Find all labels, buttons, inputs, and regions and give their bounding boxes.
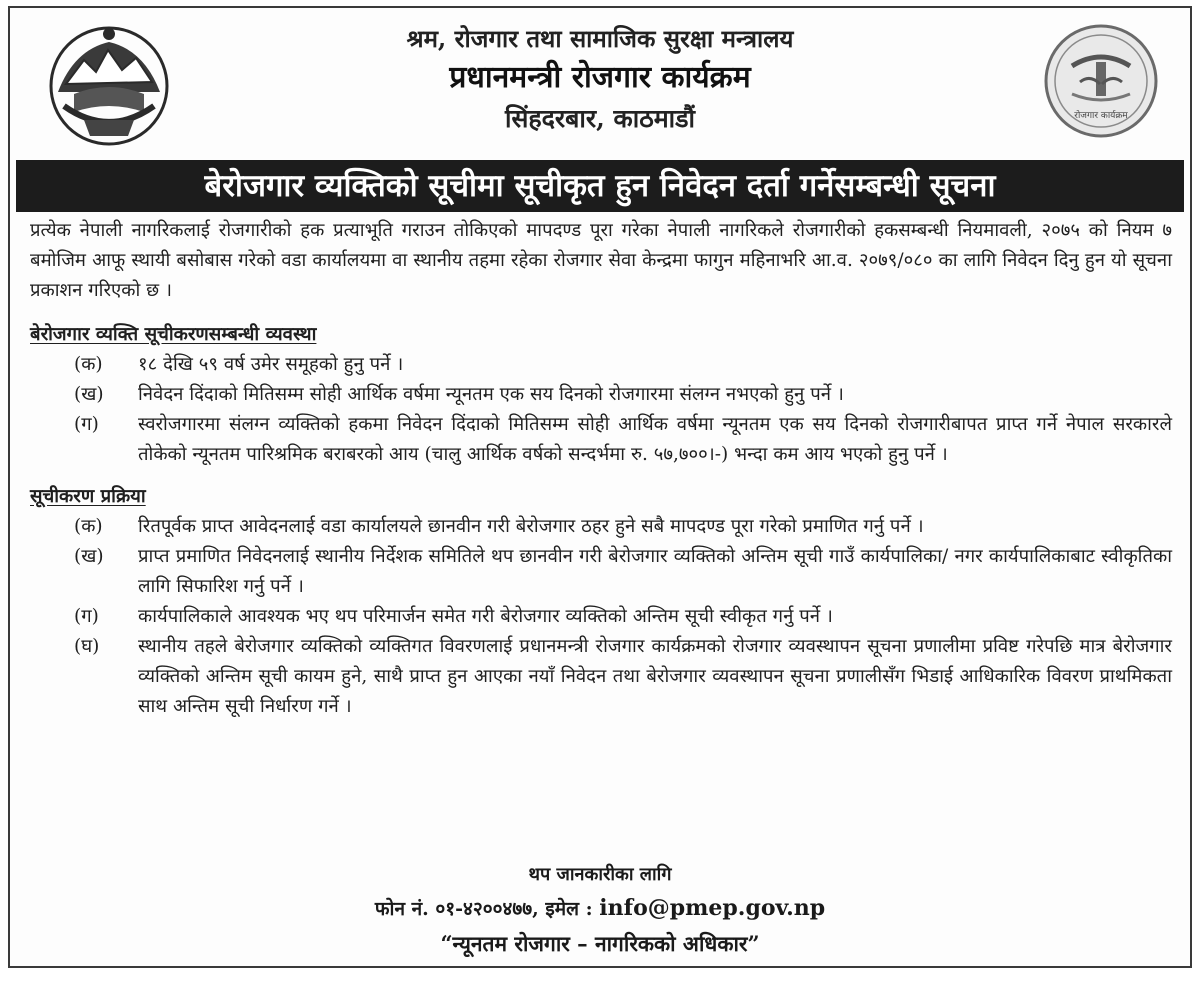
item-text: कार्यपालिकाले आवश्यक भए थप परिमार्जन समेत गरी बेरोजगार व्यक्तिको अन्तिम सूची स्वीकृत गर्नु पर्ने ।: [138, 606, 833, 627]
office-location: सिंहदरबार, काठमाडौं: [504, 104, 695, 133]
item-text: १८ देखि ५९ वर्ष उमेर समूहको हुनु पर्ने ।: [138, 354, 404, 375]
item-label: (ख): [74, 384, 104, 405]
email-link[interactable]: info@pmep.gov.np: [599, 895, 826, 921]
item-text: स्वरोजगारमा संलग्न व्यक्तिको हकमा निवेदन दिंदाको मितिसम्म सोही आर्थिक वर्षमा न्यूनतम एक सय दिनको रोजगारीबापत प्राप्त गर्ने नेपाल सरकारले तोकेको न्यूनतम पारिश्रमिक बराबरको आय (चालु आर्थिक वर्षको सन्दर्भमा रु. ५७,७००।-) भन्दा कम आय भएको हुनु पर्ने ।: [138, 414, 1172, 465]
employment-program-logo-icon: [1042, 22, 1160, 140]
notice-title: बेरोजगार व्यक्तिको सूचीमा सूचीकृत हुन निवेदन दर्ता गर्नेसम्बन्धी सूचना: [16, 160, 1184, 212]
list-item: [30, 350, 1172, 380]
section-heading-listing-process: सूचीकरण प्रक्रिया: [30, 486, 146, 507]
item-label: (ख): [74, 546, 104, 567]
item-text: निवेदन दिंदाको मितिसम्म सोही आर्थिक वर्षमा न्यूनतम एक सय दिनको रोजगारमा संलग्न नभएको हुनु पर्ने ।: [138, 384, 844, 405]
list-item: [30, 632, 1172, 722]
item-text: रितपूर्वक प्राप्त आवेदनलाई वडा कार्यालयले छानवीन गरी बेरोजगार ठहर हुने सबै मापदण्ड पूरा गरेको प्रमाणित गर्नु पर्ने ।: [138, 516, 924, 537]
phone-text: फोन नं. ०१-४२००४७७, इमेल :: [374, 898, 593, 920]
item-text: प्राप्त प्रमाणित निवेदनलाई स्थानीय निर्देशक समितिले थप छानवीन गरी बेरोजगार व्यक्तिको अन्तिम सूची गाउँ कार्यपालिका/ नगर कार्यपालिकाबाट स्वीकृतिका लागि सिफारिश गर्नु पर्ने ।: [138, 546, 1172, 597]
item-label: (क): [74, 516, 103, 537]
list-item: [30, 410, 1172, 470]
more-info-label: थप जानकारीका लागि: [528, 864, 672, 885]
section-heading-listing-arrangement: बेरोजगार व्यक्ति सूचीकरणसम्बन्धी व्यवस्था: [30, 324, 317, 345]
item-label: (ग): [74, 414, 99, 435]
contact-line: [10, 890, 1190, 927]
program-name: प्रधानमन्त्री रोजगार कार्यक्रम: [449, 60, 751, 95]
nepal-government-emblem-icon: [44, 20, 174, 150]
slogan: “न्यूनतम रोजगार – नागरिकको अधिकार”: [440, 931, 760, 956]
list-item: [30, 602, 1172, 632]
notice-header: [10, 8, 1190, 158]
item-label: (क): [74, 354, 103, 375]
notice-page: [8, 6, 1192, 968]
notice-footer: [10, 860, 1190, 961]
header-titles: [210, 22, 990, 138]
list-item: [30, 512, 1172, 542]
notice-body: [30, 216, 1172, 722]
item-label: (घ): [74, 636, 100, 657]
item-label: (ग): [74, 606, 99, 627]
logo-caption: रोजगार कार्यक्रम: [1074, 111, 1128, 121]
list-item: [30, 542, 1172, 602]
item-text: स्थानीय तहले बेरोजगार व्यक्तिको व्यक्तिगत विवरणलाई प्रधानमन्त्री रोजगार कार्यक्रमको रोजगार व्यवस्थापन सूचना प्रणालीमा प्रविष्ट गरेपछि मात्र बेरोजगार व्यक्तिको अन्तिम सूची कायम हुने, साथै प्राप्त हुन आएका नयाँ निवेदन तथा बेरोजगार व्यवस्थापन सूचना प्रणालीसँग भिडाई आधिकारिक विवरण प्राथमिकता साथ अन्तिम सूची निर्धारण गर्ने ।: [138, 636, 1172, 717]
intro-paragraph: प्रत्येक नेपाली नागरिकलाई रोजगारीको हक प्रत्याभूति गराउन तोकिएको मापदण्ड पूरा गरेका नेपाली नागरिकले रोजगारीको हकसम्बन्धी नियमावली, २०७५ को नियम ७ बमोजिम आफू स्थायी बसोबास गरेको वडा कार्यालयमा वा स्थानीय तहमा रहेका रोजगार सेवा केन्द्रमा फागुन महिनाभरि आ.व. २०७९/०८० का लागि निवेदन दिनु हुन यो सूचना प्रकाशन गरिएको छ ।: [30, 220, 1172, 301]
ministry-name: श्रम, रोजगार तथा सामाजिक सुरक्षा मन्त्रालय: [406, 24, 794, 53]
list-item: [30, 380, 1172, 410]
